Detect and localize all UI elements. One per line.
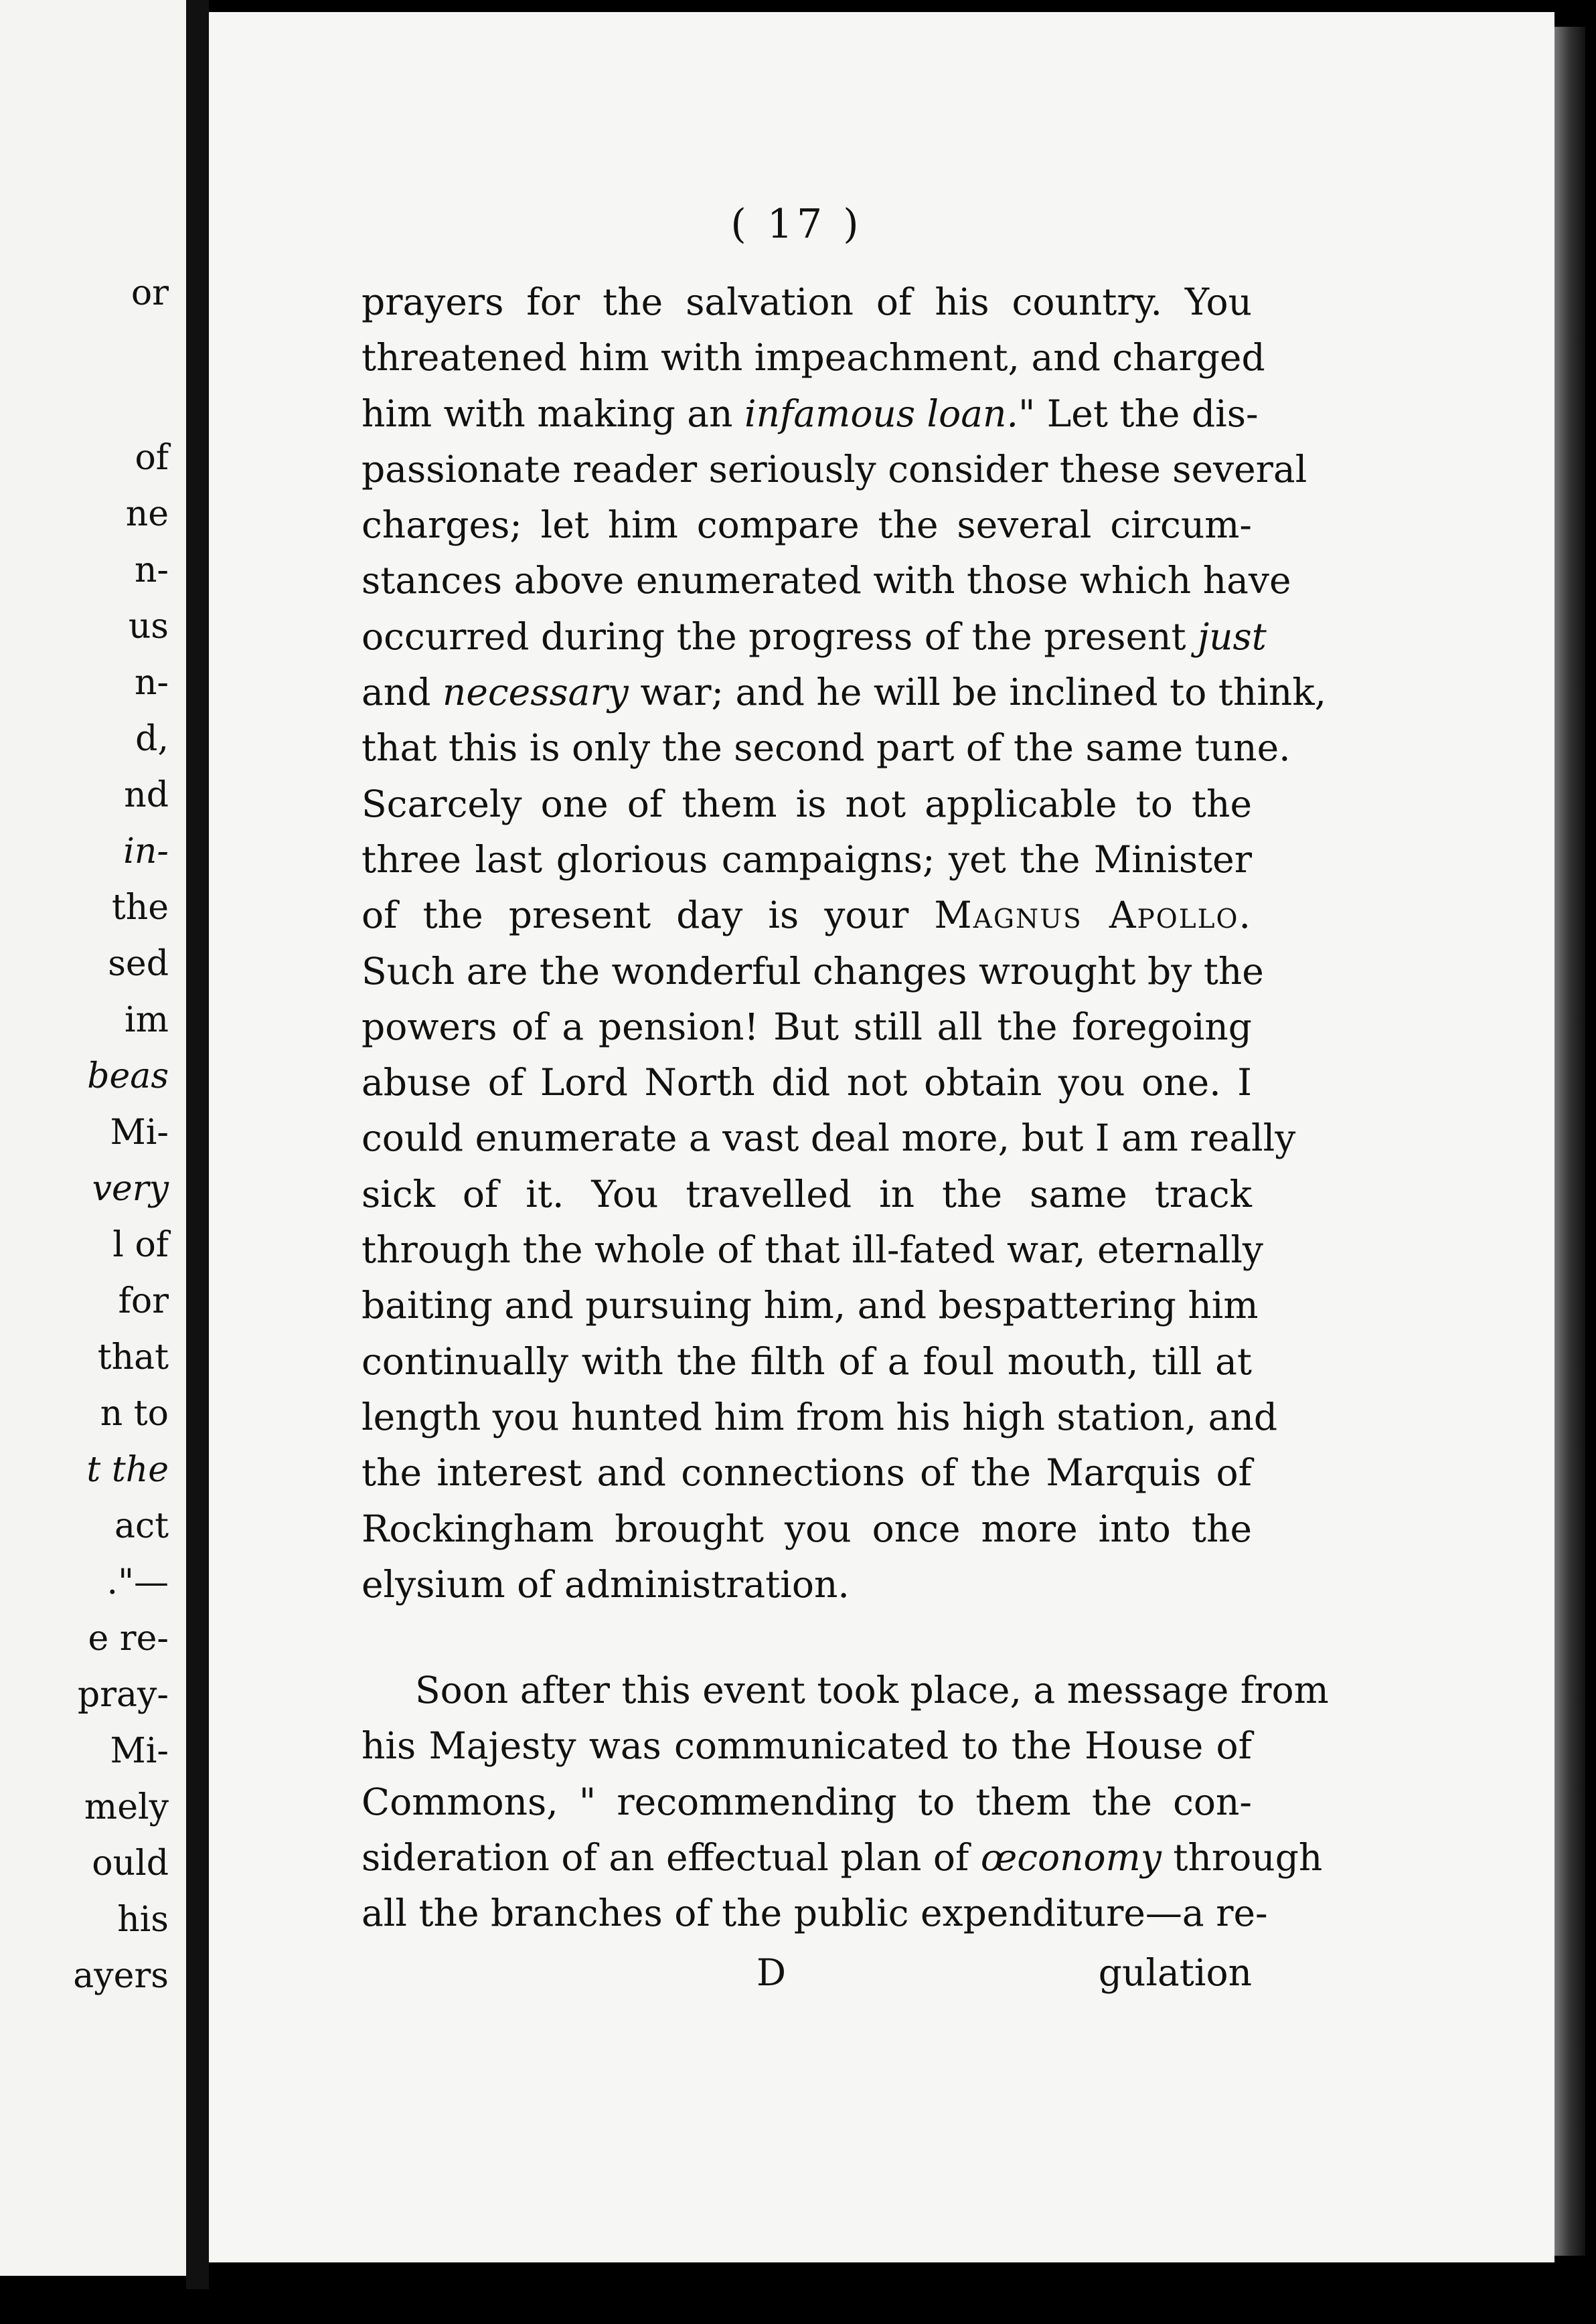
text-line: elysium of administration. [362,1562,850,1606]
left-fragment: im [125,1000,169,1040]
left-fragment: that [97,1337,169,1378]
left-fragment: in- [123,831,169,872]
page-edge-shadow [1554,27,1585,2256]
left-fragment: l of [112,1225,169,1265]
left-fragment: his [117,1900,169,1940]
body-text [362,274,1329,1942]
text-line: sick of it. You travelled in the same track [362,1172,1252,1216]
left-fragment: beas [87,1056,169,1096]
text-line: prayers for the salvation of his country. You [362,280,1252,323]
text-line: of the present day is your Magnus Apollo. [362,894,1253,937]
text-line: could enumerate a vast deal more, but I am really [362,1116,1296,1160]
catchword: gulation [1098,1951,1252,1994]
book-gutter [186,0,209,2289]
text-line: powers of a pension! But still all the foregoing [362,1005,1252,1048]
text-line: Commons, " recommending to them the con- [362,1780,1252,1823]
text-line: charges; let him compare the several circum- [362,503,1252,547]
left-fragment: or [131,273,169,313]
left-fragment: d, [135,719,169,759]
text-line: Scarcely one of them is not applicable to the [362,782,1252,825]
page-footer [362,1951,1252,1998]
text-line: all the branches of the public expenditure—a re- [362,1892,1268,1935]
text-line: stances above enumerated with those which have [362,559,1291,602]
left-fragment: nd [124,775,169,815]
left-fragment: Mi- [110,1112,169,1153]
text-line: length you hunted him from his high station, and [362,1395,1278,1438]
text-line: and necessary war; and he will be inclined to think, [362,671,1327,714]
left-fragment: n- [134,663,169,703]
text-line: baiting and pursuing him, and bespattering him [362,1284,1259,1327]
left-fragment: ne [125,494,169,534]
left-fragment: the [111,888,169,928]
text-line: that this is only the second part of the same tune. [362,726,1291,770]
text-line: the interest and connections of the Marquis of [362,1451,1252,1495]
text-line: Soon after this event took place, a message from [415,1669,1329,1712]
text-line: Such are the wonderful changes wrought by the [362,949,1264,993]
left-fragment: very [92,1169,169,1209]
left-fragment: e re- [88,1618,169,1659]
text-line: continually with the filth of a foul mouth, till at [362,1339,1252,1383]
text-line: threatened him with impeachment, and charged [362,336,1265,380]
text-line: occurred during the progress of the present just [362,614,1267,658]
left-fragment: of [135,438,169,478]
left-page-fragment [0,0,186,2276]
left-fragment: Mi- [110,1731,169,1771]
left-fragment: t the [86,1450,169,1490]
text-line: sideration of an effectual plan of œconomy through [362,1836,1323,1880]
left-fragment: mely [84,1787,169,1827]
left-fragment: pray- [77,1675,169,1715]
text-line: his Majesty was communicated to the House of [362,1724,1252,1768]
left-fragment: act [114,1506,169,1546]
signature-mark: D [756,1951,787,1994]
left-fragment: for [118,1281,169,1321]
left-fragment: ayers [73,1956,169,1996]
left-fragment: us [128,606,169,647]
left-fragment: ould [92,1843,169,1884]
text-line: three last glorious campaigns; yet the Minister [362,837,1252,881]
left-fragment: ."— [106,1562,169,1602]
text-line: through the whole of that ill-fated war, eternally [362,1228,1263,1272]
text-line: Rockingham brought you once more into the [362,1507,1252,1550]
left-fragment: n to [100,1394,169,1434]
text-line: abuse of Lord North did not obtain you one. I [362,1061,1252,1104]
text-line: him with making an infamous loan." Let the dis- [362,392,1259,435]
page-number: ( 17 ) [730,201,863,248]
text-line: passionate reader seriously consider these several [362,447,1307,491]
left-fragment: n- [134,550,169,590]
left-fragment: sed [108,944,169,984]
